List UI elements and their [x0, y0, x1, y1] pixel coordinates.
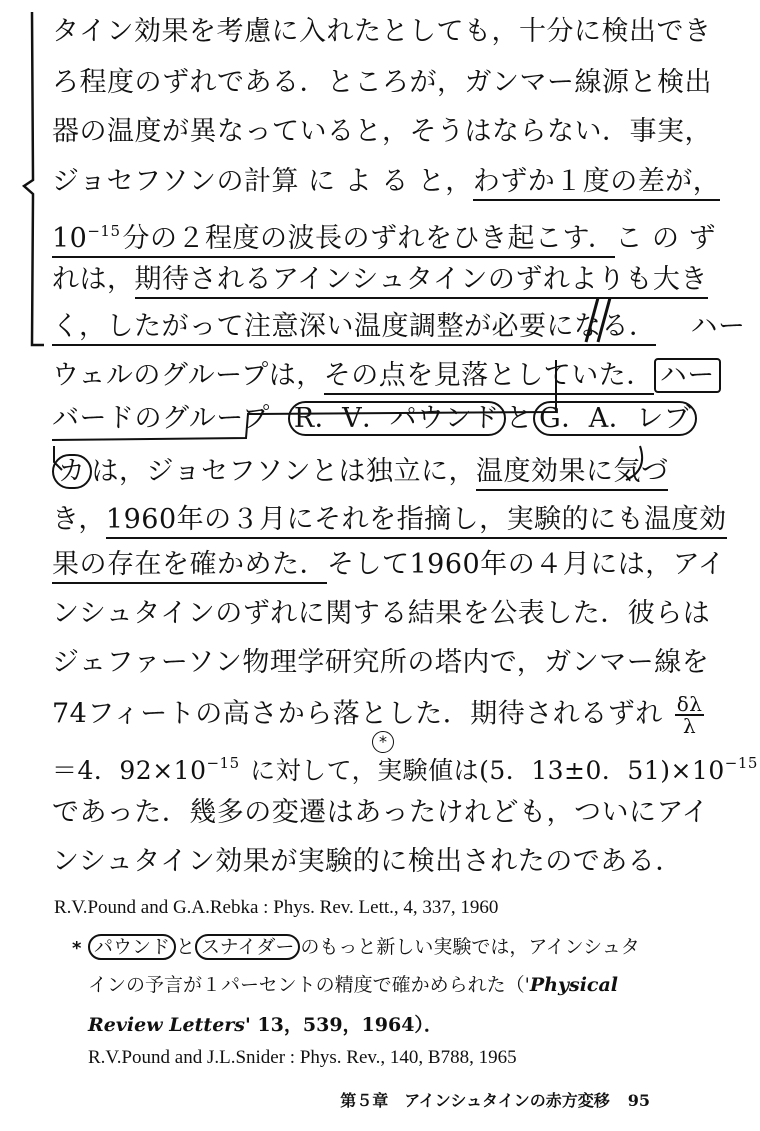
- fraction-numerator: δλ: [676, 692, 703, 716]
- body-line: タイン効果を考慮に入れたとしても，十分に検出でき: [52, 16, 712, 47]
- circled-name: G．A．レブ: [533, 401, 697, 436]
- body-line: ろ程度のずれである．ところが，ガンマー線源と検出: [52, 67, 712, 98]
- text-segment: 分の２程度の波長のずれをひき起こす．: [122, 223, 616, 254]
- circled-name: パウンド: [88, 934, 176, 960]
- underlined-text: 温度効果に気づ: [476, 456, 669, 491]
- body-line: であった．幾多の変遷はあったけれども，ついにアイ: [52, 797, 710, 828]
- footnote-line: [88, 972, 618, 998]
- reference-citation: R.V.Pound and G.A.Rebka : Phys. Rev. Lett., 4, 337, 1960: [54, 897, 499, 918]
- underlined-text: 1960年の３月にそれを指摘し，実験的にも温度効: [106, 504, 727, 539]
- underlined-text: く，したがって注意深い温度調整が必要になる．: [52, 311, 656, 346]
- body-line: [52, 694, 704, 736]
- journal-title: Review Letters: [88, 1014, 245, 1036]
- body-line: ンシュタインのずれに関する結果を公表した．彼らは: [52, 598, 711, 629]
- text-segment: ＝4．92×10: [52, 756, 207, 785]
- text-segment: ハー: [690, 311, 746, 342]
- body-line: [52, 263, 708, 297]
- text-segment: と: [505, 403, 534, 434]
- body-line: [52, 310, 745, 344]
- fraction-denominator: λ: [682, 714, 697, 738]
- margin-bracket: [24, 12, 44, 345]
- body-line: ジェファーソン物理学研究所の塔内で，ガンマー線を: [52, 647, 710, 678]
- body-line: [52, 455, 668, 489]
- page-footer: [340, 1088, 650, 1111]
- text-segment: 74フィートの高さから落とした．期待されるずれ: [52, 698, 663, 730]
- circled-name: スナイダー: [195, 934, 300, 960]
- text-segment: こ の ず: [615, 223, 717, 254]
- reference-citation: R.V.Pound and J.L.Snider : Phys. Rev., 140, B788, 1965: [88, 1047, 517, 1068]
- circled-name: R．V．パウンド: [288, 401, 506, 436]
- underlined-text: 果の存在を確かめた．: [52, 549, 327, 584]
- text-segment: は，ジョセフソンとは独立に，: [91, 456, 476, 487]
- text-segment: に対して，実験値は(5．13±0．51)×10: [241, 756, 725, 785]
- fraction: [675, 694, 705, 736]
- journal-title: Physical: [529, 974, 619, 996]
- exponent: −15: [206, 754, 240, 772]
- footnote-marker: *: [72, 938, 82, 959]
- underlined-text: [52, 223, 615, 258]
- page-number: 95: [627, 1091, 650, 1110]
- body-line: [52, 214, 716, 256]
- body-line: [52, 165, 720, 199]
- text-segment: れは，: [52, 264, 135, 295]
- circled-name: カ: [52, 454, 92, 489]
- text-segment: バードのグループ: [52, 403, 270, 434]
- text-segment: 10: [52, 223, 88, 254]
- underlined-text: 期待されるアインシュタインのずれよりも大き: [135, 264, 708, 299]
- body-line: [52, 746, 760, 788]
- footnote-line: [88, 934, 640, 960]
- body-line: [52, 359, 721, 393]
- footnote-line: [88, 1012, 443, 1038]
- text-segment: ' 13，539，1964）．: [245, 1014, 443, 1036]
- exponent: −15: [724, 754, 758, 772]
- underlined-text: わずか１度の差が，: [473, 166, 721, 201]
- boxed-text: ハー: [654, 358, 721, 393]
- body-line: [52, 503, 727, 537]
- text-segment: き，: [52, 504, 106, 535]
- body-line: [52, 402, 697, 436]
- exponent: −15: [87, 222, 121, 240]
- chapter-title: 第５章 アインシュタインの赤方変移: [340, 1091, 610, 1110]
- text-segment: のもっと新しい実験では，アインシュタ: [300, 936, 640, 958]
- text-segment: と: [176, 936, 196, 958]
- body-line: 器の温度が異なっていると，そうはならない．事実，: [52, 116, 712, 147]
- text-segment: インの予言が１パーセントの精度で確かめられた（': [88, 974, 530, 996]
- text-segment: そして1960年の４月には，アイ: [327, 549, 726, 580]
- body-line: [52, 548, 725, 582]
- text-segment: ジョセフソンの計算 に よ る と，: [52, 166, 473, 197]
- underlined-text: その点を見落としていた．: [324, 360, 654, 395]
- asterisk-annotation: *: [372, 731, 394, 753]
- body-line: ンシュタイン効果が実験的に検出されたのである．: [52, 846, 683, 877]
- text-segment: ウェルのグループは，: [52, 360, 324, 391]
